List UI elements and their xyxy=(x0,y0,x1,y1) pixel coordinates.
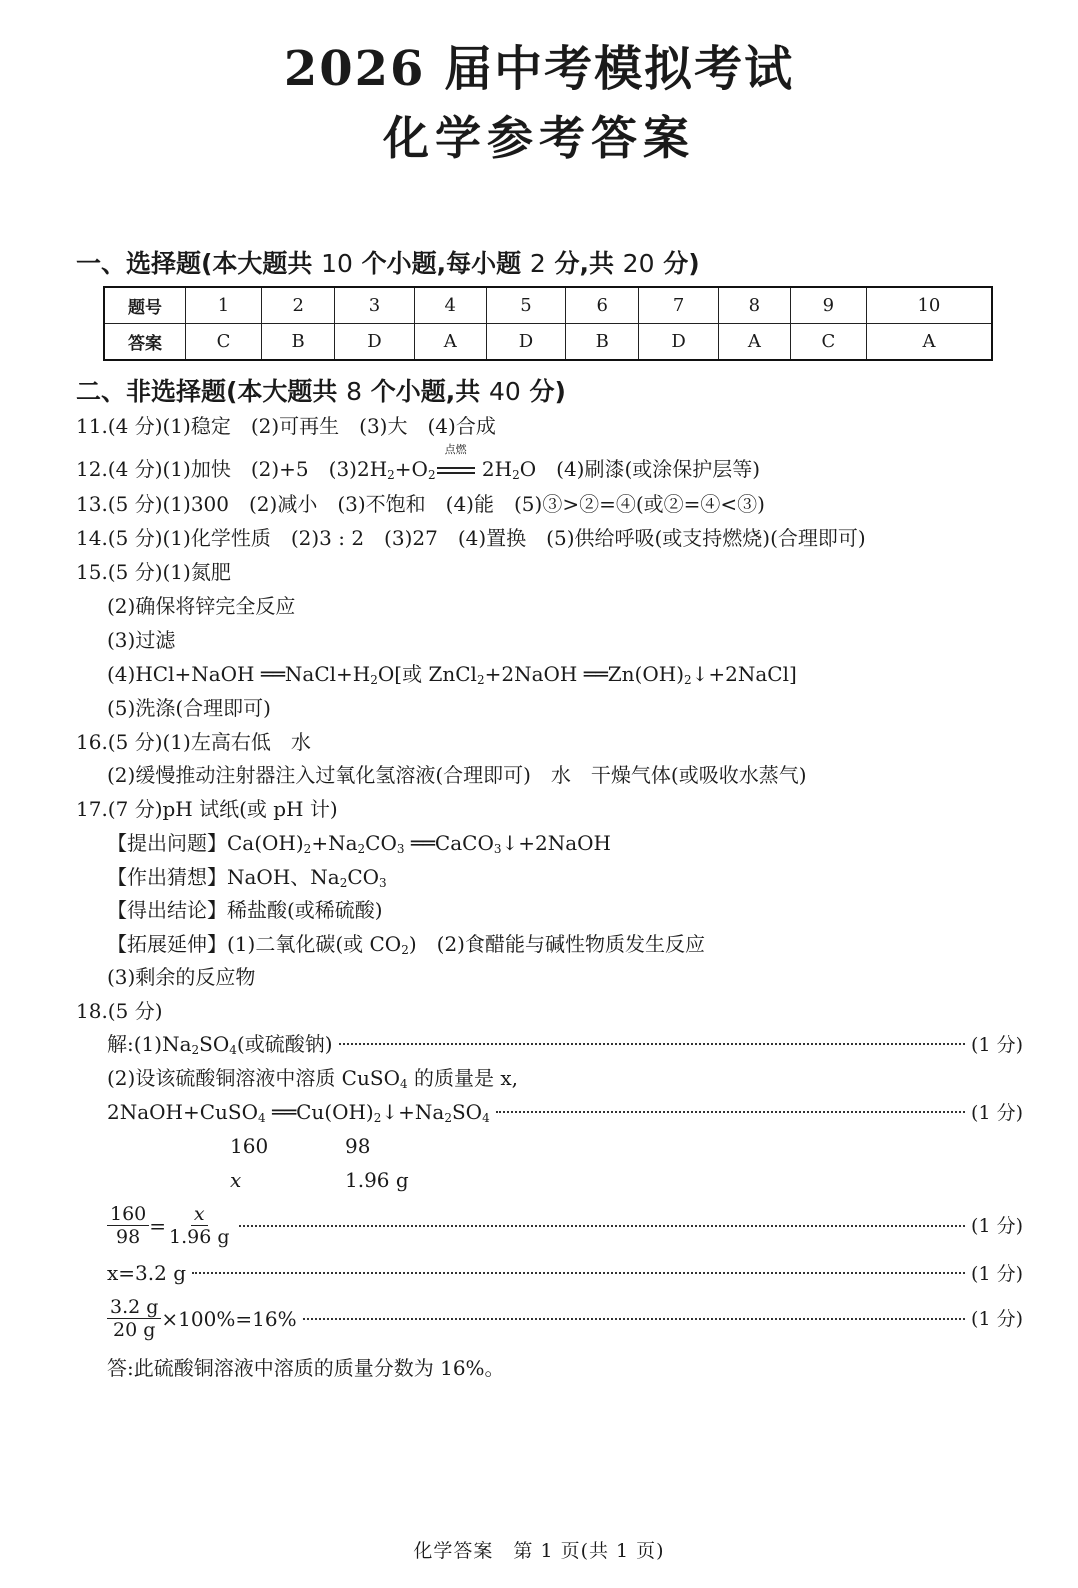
answer-q13: 13.(5 分)(1)300 (2)减小 (3)不饱和 (4)能 (5)③>②=④(或②=④<③) xyxy=(76,492,765,516)
molar-mass-cuso4: 160 xyxy=(230,1134,269,1158)
q17-text: 【拓展延伸】(1)二氧化碳(或 CO xyxy=(107,932,402,956)
question-cell: 7 xyxy=(639,287,718,324)
q15-text: O[或 ZnCl xyxy=(377,662,477,686)
answer-table xyxy=(103,286,993,361)
denominator: 20 g xyxy=(113,1319,156,1341)
numerator: x xyxy=(191,1203,208,1226)
unknown-x: x xyxy=(230,1168,242,1192)
table-row-questions xyxy=(104,287,992,324)
heading-text: 个小题,共 xyxy=(362,377,489,406)
heading-total: 40 xyxy=(488,377,521,406)
answer-q15-line5: (5)洗涤(合理即可) xyxy=(107,696,271,720)
question-cell: 9 xyxy=(790,287,866,324)
q18-text: (2)设该硫酸铜溶液中溶质 CuSO xyxy=(107,1066,400,1090)
heading-text: 分) xyxy=(520,377,566,406)
page-title: 2026 届中考模拟考试 xyxy=(283,41,795,97)
answer-q11: 11.(4 分)(1)稳定 (2)可再生 (3)大 (4)合成 xyxy=(76,414,496,438)
question-cell: 3 xyxy=(335,287,414,324)
question-cell: 4 xyxy=(414,287,486,324)
q15-text: (4)HCl+NaOH ══NaCl+H xyxy=(107,662,371,686)
answer-cell: A xyxy=(718,324,790,361)
answer-q17-line6: (3)剩余的反应物 xyxy=(107,965,256,989)
heading-text: 分) xyxy=(654,249,700,278)
q17-text: 【作出猜想】NaOH、Na xyxy=(107,865,340,889)
fraction-right xyxy=(166,1203,233,1248)
heading-text: 个小题,每小题 xyxy=(352,249,530,278)
percent-result: ×100%=16% xyxy=(161,1306,297,1331)
answer-q17-line5: 【拓展延伸】(1)二氧化碳(或 $CO_2$) (2)食醋能与碱性物质发生反应 xyxy=(107,932,705,957)
answer-q16-line1: 16.(5 分)(1)左高右低 水 xyxy=(76,730,311,754)
q17-text: ) (2)食醋能与碱性物质发生反应 xyxy=(408,932,705,956)
heading-text: 一、选择题(本大题共 xyxy=(76,249,322,278)
score-label: (1 分) xyxy=(971,1307,1023,1330)
row-label-answer: 答案 xyxy=(104,324,186,361)
answer-cell: A xyxy=(866,324,992,361)
q18-percentage xyxy=(107,1296,1023,1341)
ignite-label: 点燃 xyxy=(444,443,467,456)
q12-text: 12.(4 分)(1)加快 (2)+5 (3)2H xyxy=(76,457,388,481)
answer-cell: D xyxy=(486,324,565,361)
heading-text: 分,共 xyxy=(545,249,623,278)
question-cell: 2 xyxy=(262,287,335,324)
q17-text: 【提出问题】Ca(OH) xyxy=(107,831,304,855)
answer-q15-line4: (4)HCl+NaOH $══NaCl+H_2O$[或 ZnCl$_2$+2NaOH $══Zn(OH)_2↓+2NaCl$] xyxy=(107,662,797,687)
answer-cell: D xyxy=(335,324,414,361)
q15-text: +2NaOH ══Zn(OH) xyxy=(484,662,684,686)
fraction-percent xyxy=(107,1296,161,1341)
table-row-answers xyxy=(104,324,992,361)
q18-conclusion: 答:此硫酸铜溶液中溶质的质量分数为 16%。 xyxy=(107,1356,505,1380)
q12-text: +O xyxy=(394,457,428,481)
answer-q15-line3: (3)过滤 xyxy=(107,628,176,652)
q17-text: CO xyxy=(365,831,397,855)
fraction-left xyxy=(107,1203,149,1248)
q18-step2: (2)设该硫酸铜溶液中溶质 CuSO$_4$ 的质量是 x, xyxy=(107,1066,518,1091)
answer-q17-line2: 【提出问题】$Ca(OH)_2+Na_2CO_3$ ══CaCO$_3$↓+2NaOH xyxy=(107,831,612,856)
q17-text: ↓+2NaOH xyxy=(501,831,612,855)
question-cell: 6 xyxy=(566,287,639,324)
answer-q12: 12.(4 分)(1)加快 (2)+5 $(3)2H_2+O_2$ 点燃 $2H_2O$ (4)刷漆(或涂保护层等) xyxy=(76,443,761,482)
numerator: 160 xyxy=(107,1203,149,1226)
answer-q18-head: 18.(5 分) xyxy=(76,999,163,1023)
q18-text: SO xyxy=(199,1032,230,1056)
q12-text: O (4)刷漆(或涂保护层等) xyxy=(519,457,761,481)
question-cell: 8 xyxy=(718,287,790,324)
q18-text: ══Cu(OH) xyxy=(265,1100,374,1124)
numerator: 3.2 g xyxy=(107,1296,161,1319)
q17-text: +Na xyxy=(311,831,358,855)
q18-proportion xyxy=(107,1203,1023,1248)
q12-text: 2H xyxy=(475,457,513,481)
q18-result xyxy=(107,1260,1023,1287)
heading-count: 8 xyxy=(346,377,363,406)
question-cell: 10 xyxy=(866,287,992,324)
heading-count: 10 xyxy=(321,249,353,278)
known-mass: 1.96 g xyxy=(345,1168,409,1192)
heading-each: 2 xyxy=(529,249,546,278)
q18-text: 的质量是 x, xyxy=(407,1066,518,1090)
score-label: (1 分) xyxy=(971,1102,1023,1124)
score-label: (1 分) xyxy=(971,1034,1023,1056)
answer-cell: C xyxy=(186,324,262,361)
answer-cell: B xyxy=(262,324,335,361)
heading-text: 二、非选择题(本大题共 xyxy=(76,377,347,406)
answer-q17-line1: 17.(7 分)pH 试纸(或 pH 计) xyxy=(76,797,338,821)
q18-text: 解:(1)Na xyxy=(107,1032,192,1056)
answer-cell: D xyxy=(639,324,718,361)
section1-heading xyxy=(76,244,700,280)
answer-cell: C xyxy=(790,324,866,361)
denominator: 1.96 g xyxy=(169,1226,230,1248)
answer-q15-line2: (2)确保将锌完全反应 xyxy=(107,594,296,618)
q15-text: ↓+2NaCl] xyxy=(691,662,797,686)
q18-text: ↓+Na xyxy=(381,1100,445,1124)
score-label: (1 分) xyxy=(971,1263,1023,1285)
molar-mass-cuoh2: 98 xyxy=(345,1134,371,1158)
answer-cell: A xyxy=(414,324,486,361)
section2-heading xyxy=(76,372,566,408)
q18-text: (或硫酸钠) xyxy=(236,1032,333,1056)
answer-q14: 14.(5 分)(1)化学性质 (2)3 : 2 (3)27 (4)置换 (5)供给呼吸(或支持燃烧)(合理即可) xyxy=(76,526,866,550)
q18-equation: 2NaOH+CuSO$_4$ $══Cu(OH)_2↓+Na_2SO_4$ (1 分) xyxy=(107,1100,1023,1125)
q17-text: CO xyxy=(347,865,380,889)
page-footer: 化学答案 第 1 页(共 1 页) xyxy=(413,1540,665,1562)
answer-q15-line1: 15.(5 分)(1)氮肥 xyxy=(76,560,231,584)
result-x: x=3.2 g xyxy=(107,1261,187,1285)
denominator: 98 xyxy=(116,1226,141,1248)
ignite-condition xyxy=(436,443,476,482)
answer-cell: B xyxy=(566,324,639,361)
answer-q16-line2: (2)缓慢推动注射器注入过氧化氢溶液(合理即可) 水 干燥气体(或吸收水蒸气) xyxy=(107,763,807,787)
q17-text: ══CaCO xyxy=(404,831,494,855)
answer-q17-line4: 【得出结论】稀盐酸(或稀硫酸) xyxy=(107,898,383,922)
q18-text: SO xyxy=(451,1100,483,1124)
question-cell: 1 xyxy=(186,287,262,324)
equals-sign: = xyxy=(149,1213,167,1238)
page-subtitle: 化学参考答案 xyxy=(383,111,695,165)
row-label-question: 题号 xyxy=(104,287,186,324)
heading-total: 20 xyxy=(622,249,655,278)
score-label: (1 分) xyxy=(971,1214,1023,1237)
question-cell: 5 xyxy=(486,287,565,324)
q18-step1: 解$:(1)Na_2SO_4$(或硫酸钠) (1 分) xyxy=(107,1032,1023,1057)
answer-q17-line3: 【作出猜想】NaOH、$Na_2CO_3$ xyxy=(107,865,387,890)
q18-text: 2NaOH+CuSO xyxy=(107,1100,259,1124)
